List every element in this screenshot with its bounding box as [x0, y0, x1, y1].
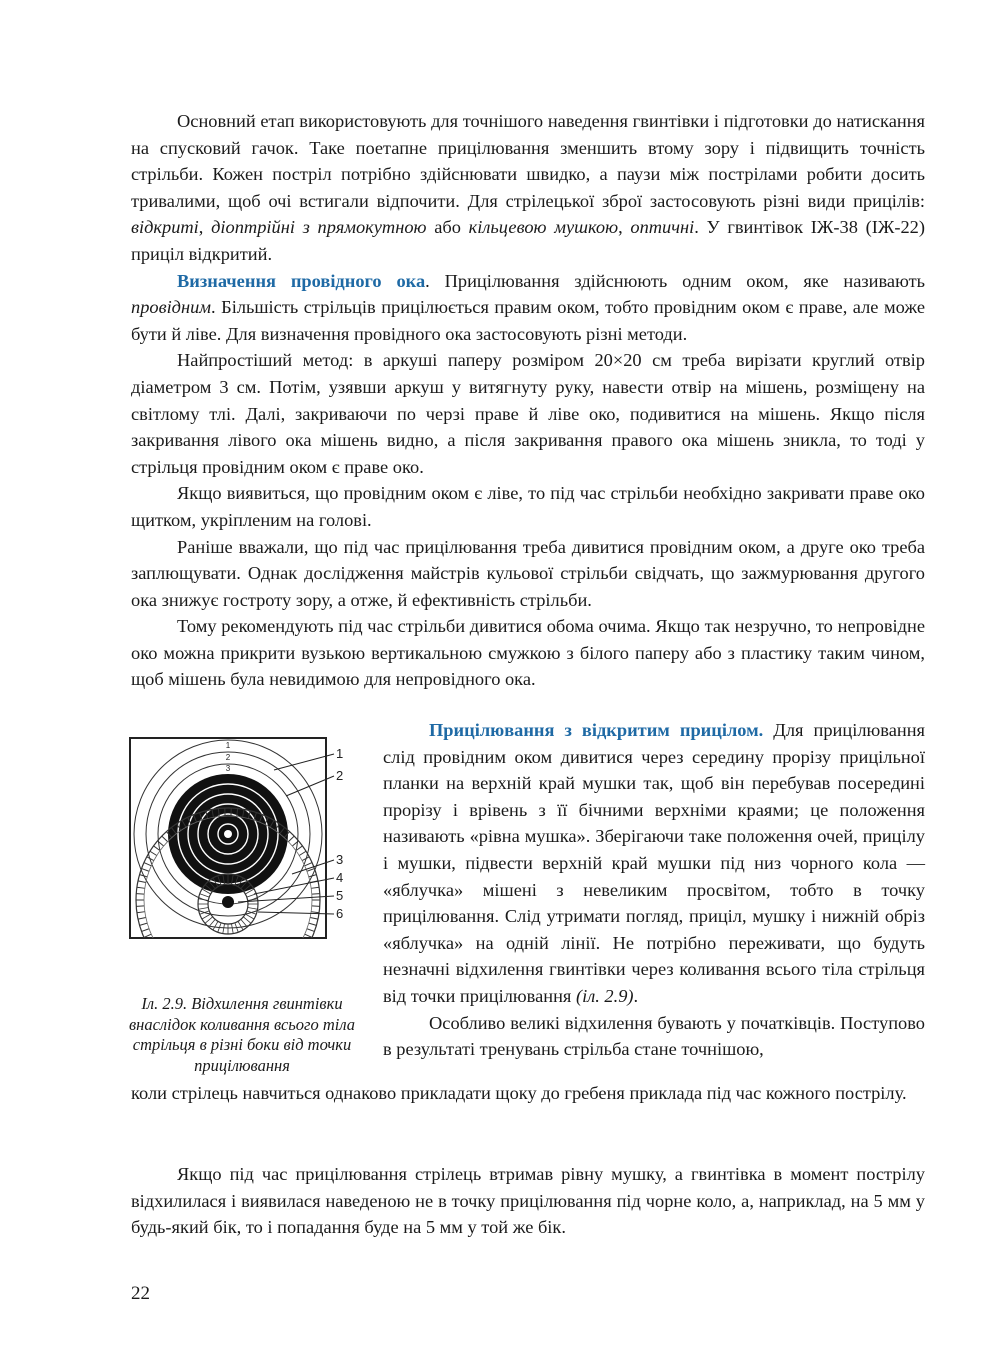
small-sight-tick [205, 917, 213, 923]
label-6: 6 [336, 906, 344, 921]
sight-tick [158, 954, 164, 959]
sight-tick [142, 869, 150, 872]
text-run: . Більшість стрільців прицілюється правим оком, тобто провідним оком є праве, але може бути й ліве. Для визначення провідного ока застосовують різні методи. [131, 297, 925, 344]
sight-tick [136, 906, 144, 907]
paragraph-p8 [383, 1010, 925, 1063]
sight-tick [144, 934, 151, 937]
text-run: , [198, 217, 212, 238]
sight-tick [265, 975, 269, 982]
sight-tick [311, 912, 319, 913]
text-run: Особливо великі відхилення бувають у початківців. Поступово в результаті тренувань стрільба стане точнішою, [383, 1012, 925, 1060]
sight-tick [138, 917, 146, 919]
sight-tick [142, 929, 150, 932]
sight-tick [150, 851, 157, 855]
small-sight-tick [243, 917, 251, 923]
section-heading: Визначення провідного ока [177, 270, 426, 291]
sight-tick [248, 982, 250, 988]
text-run: , [618, 217, 631, 238]
sight-tick [312, 894, 320, 895]
paragraph-p7 [383, 717, 925, 1010]
italic-term: провідним [131, 297, 212, 318]
sight-tick [188, 975, 192, 982]
sight-tick [310, 917, 318, 919]
sight-tick [162, 836, 168, 842]
label-3: 3 [336, 852, 344, 867]
sight-tick [177, 970, 181, 977]
small-sight-tick [241, 919, 247, 927]
sight-tick [288, 958, 294, 964]
text-run: . Прицілювання здійснюють одним оком, яке називають [425, 270, 925, 291]
sight-tick [305, 934, 312, 937]
italic-term: кільцевою мушкою [468, 217, 619, 238]
sight-tick [212, 983, 213, 988]
italic-term: (іл. 2.9) [575, 985, 634, 1006]
small-sight-tick [213, 921, 218, 930]
paragraph-continuation: коли стрілець навчиться однаково прикладати щоку до гребеня приклада під час кожного пострілу. [131, 1083, 907, 1103]
sight-tick [162, 958, 168, 964]
main-text-continuation [131, 1080, 925, 1107]
text-run: Тому рекомендують під час стрільби дивитися обома очима. Якщо так незручно, то непровідне око можна прикрити вузькою вертикальною смужкою з білого паперу або з пластику таким чином, щоб мішень була невидимою для непровідного ока. [131, 616, 925, 690]
label-1: 1 [336, 746, 344, 761]
small-sight-tick [245, 914, 254, 919]
sight-tick [292, 954, 298, 959]
target-illustration [124, 734, 356, 988]
text-run: Раніше вважали, що під час прицілювання треба дивитися провідним оком, а друге око треба заплющувати. Однак дослідження майстрів кульової стрільби свідчать, що зажмурювання другого ока знижує гостроту зору, а отже, й ефективність стрільби. [131, 536, 925, 610]
sight-tick [299, 851, 306, 855]
sight-tick [200, 980, 202, 988]
text-run: Найпростіший метод: в аркуші паперу розміром 20×20 см треба вирізати круглий отвір діаметром 3 см. Потім, узявши аркуш у витягнуту руку, навести отвір на мішень, розміщену на світлому тлі. Далі, закриваючи по черзі праве й ліве око, подивитися на мішень. Якщо після закривання лівого ока мішень видно, а після закривання правого ока мішень зникла, то тоді у стрільця провідним оком є праве око. [131, 350, 925, 477]
paragraph-p4 [131, 480, 925, 533]
small-sight-tick [198, 907, 208, 909]
paragraph-p2 [131, 268, 925, 348]
main-text-top [131, 108, 925, 693]
text-run: . У гвинтівок ІЖ-38 (ІЖ-22) приціл відкритий. [131, 217, 925, 264]
text-run: . [633, 985, 639, 1006]
text-run: Основний етап використовують для точнішого наведення гвинтівки і підготовки до натискання на спусковий гачок. Таке поетапне прицілювання зменшить втому зору і підвищить точність стрільби. Кожен постріл потрібно здійснювати швидко, а паузи між пострілами робити досить тривалими, щоб очі встигали відпочити. Для стрілецької зброї застосовують різні види прицілів: [131, 111, 925, 211]
main-text-side [383, 717, 925, 1063]
figure-caption: Іл. 2.9. Відхилення гвинтівки внаслідок коливання всього тіла стрільця в різні боки від точки прицілювання [129, 994, 355, 1075]
sight-tick [305, 863, 312, 866]
sight-tick [259, 978, 262, 985]
ring-number-2: 2 [225, 753, 231, 762]
sight-tick [137, 887, 145, 888]
text-run: Якщо під час прицілювання стрілець втримав рівну мушку, а гвинтівка в момент пострілу відхилилася і виявилася наведеною не в точку прицілювання під чорне коло, а, наприклад, на 5 мм у будь-який бік, то і попадання буде на 5 мм у той же бік. [131, 1164, 925, 1238]
paragraph-p5 [131, 534, 925, 614]
label-4: 4 [336, 870, 344, 885]
small-sight-tick [231, 924, 233, 934]
sight-tick [138, 881, 146, 883]
sight-tick [284, 962, 289, 968]
sight-tick [312, 906, 320, 907]
sight-tick [299, 945, 306, 949]
ring-number-3: 3 [225, 764, 231, 773]
sight-tick [147, 939, 154, 943]
paragraph-p6 [131, 613, 925, 693]
sight-tick [136, 894, 144, 895]
sight-tick [237, 984, 238, 988]
sight-tick [280, 966, 285, 972]
text-run: Якщо виявиться, що провідним оком є ліве, то під час стрільби необхідно закривати праве око щитком, укріпленим на голові. [131, 483, 925, 530]
sight-tick [182, 973, 186, 980]
page-number: 22 [131, 1283, 150, 1304]
sight-tick [144, 863, 151, 866]
label-5: 5 [336, 888, 344, 903]
small-sight-tick [202, 914, 211, 919]
paragraph-p3 [131, 347, 925, 480]
sight-tick [254, 980, 256, 988]
sight-tick [150, 945, 157, 949]
ring-number-1: 1 [225, 741, 231, 750]
text-run: Для прицілювання слід провідним оком дивитися через середину прорізу прицільної планки на верхній край мушки так, щоб він перебував посередині прорізу і врівень з її бічними верхніми краями; це положення називають «рівна мушка». Зберігаючи таке положення очей, прицілу і мушки, підвести верхній край мушки під низ чорного кола — «яблучка» мішені з невеликим просвітом, тобто в точку прицілювання. Слід утримати погляд, приціл, мушку і нижній обріз «яблучка» на одній лінії. Не потрібно переживати, що будуть незначні відхилення гвинтівки через коливання всього тіла стрільця від точки прицілювання [383, 720, 926, 1006]
sight-tick [311, 887, 319, 888]
sight-tick [218, 984, 219, 988]
target-diagram [124, 734, 356, 988]
sight-tick [307, 929, 315, 932]
sight-tick [194, 978, 197, 985]
sight-tick [166, 962, 171, 968]
sight-tick [171, 966, 176, 972]
italic-term: оптичні [630, 217, 695, 238]
sight-tick [275, 970, 279, 977]
small-sight-tick [200, 894, 209, 897]
label-2: 2 [336, 768, 344, 783]
sight-tick [154, 949, 160, 954]
italic-term: діоптрійні з прямокутною [211, 217, 427, 238]
sight-tick [296, 949, 302, 954]
small-sight-tick [238, 921, 243, 930]
italic-term: відкриті [131, 217, 199, 238]
sight-tick [206, 982, 208, 988]
sight-tick [309, 923, 317, 925]
main-text-bottom [131, 1161, 925, 1241]
sight-tick [288, 836, 294, 842]
paragraph-p9 [131, 1161, 925, 1241]
section-heading: Прицілювання з відкритим прицілом. [429, 720, 764, 740]
sight-tick [140, 923, 148, 925]
sight-tick [137, 912, 145, 913]
sight-tick [243, 983, 244, 988]
sight-tick [270, 973, 274, 980]
small-sight-tick [209, 919, 215, 927]
paragraph-p1 [131, 108, 925, 268]
small-sight-tick [248, 907, 258, 909]
text-run: або [426, 217, 469, 238]
small-sight-tick [223, 924, 225, 934]
sight-tick [302, 939, 309, 943]
